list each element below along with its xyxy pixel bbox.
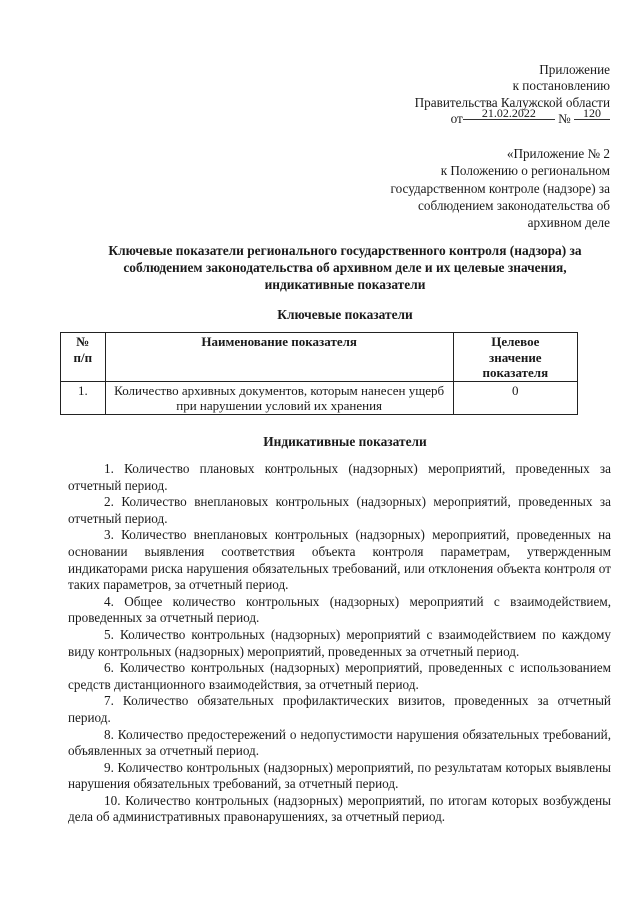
header-num-line: №	[76, 334, 90, 349]
appendix-number: 120	[574, 107, 610, 120]
appendix2-line: к Положению о региональном	[440, 163, 610, 179]
date-prefix: от	[450, 111, 463, 127]
header-target-line: Целевое	[491, 334, 540, 349]
indicative-indicators-heading: Индикативные показатели	[263, 434, 427, 449]
key-indicators-table	[60, 332, 578, 415]
list-item: 2. Количество внеплановых контрольных (надзорных) мероприятий, проведенных за отчетный период.	[68, 494, 611, 526]
appendix2-line: архивном деле	[527, 215, 610, 231]
title-line: Ключевые показатели регионального государственного контроля (надзора) за	[108, 243, 582, 258]
table-header-row	[61, 333, 578, 382]
header-target-line: значение	[489, 349, 542, 365]
header-num-line: п/п	[73, 349, 93, 365]
list-item: 5. Количество контрольных (надзорных) мероприятий с взаимодействием по каждому виду контрольных (надзорных) мероприятий, проведенных за отчетный период.	[68, 626, 611, 659]
appendix-header	[415, 62, 610, 128]
number-sign: №	[558, 111, 571, 127]
list-item: 3. Количество внеплановых контрольных (надзорных) мероприятий, проведенных на основании выявления соответствия объекта контроля параметрам, утвержденным индикаторами риска нарушения обязательных требований, или отклонения объекта контроля от таких параметров, за отчетный период.	[68, 527, 611, 593]
header-target	[453, 333, 577, 382]
cell-name: Количество архивных документов, которым нанесен ущерб при нарушении условий их хранения	[105, 381, 453, 414]
list-item: 10. Количество контрольных (надзорных) мероприятий, по итогам которых возбуждены дела об административных правонарушениях, за отчетный период.	[68, 792, 611, 825]
list-item: 1. Количество плановых контрольных (надзорных) мероприятий, проведенных за отчетный период.	[68, 461, 611, 493]
appendix-line: Приложение	[539, 62, 610, 77]
document-title	[60, 242, 630, 293]
appendix-date-line	[415, 106, 610, 127]
cell-target: 0	[453, 381, 577, 414]
list-item: 9. Количество контрольных (надзорных) мероприятий, по результатам которых выявлены нарушения обязательных требований, за отчетный период.	[68, 759, 611, 792]
header-name: Наименование показателя	[105, 333, 453, 382]
appendix-date: 21.02.2022	[463, 107, 555, 120]
appendix2-line: государственном контроле (надзоре) за	[390, 180, 610, 196]
list-item: 8. Количество предостережений о недопустимости нарушения обязательных требований, объявленных за отчетный период.	[68, 726, 611, 759]
table-row	[61, 381, 578, 414]
key-indicators-heading: Ключевые показатели	[277, 307, 413, 322]
indicative-indicators-list	[68, 461, 611, 826]
header-target-line: показателя	[482, 365, 549, 381]
appendix-line: Правительства Калужской области	[414, 94, 610, 110]
title-line: индикативные показатели	[264, 277, 426, 292]
list-item: 7. Количество обязательных профилактических визитов, проведенных за отчетный период.	[68, 693, 611, 725]
list-item: 6. Количество контрольных (надзорных) мероприятий, проведенных с использованием средств дистанционного взаимодействия, за отчетный период.	[68, 660, 611, 692]
list-item: 4. Общее количество контрольных (надзорных) мероприятий с взаимодействием, проведенных за отчетный период.	[68, 593, 611, 626]
title-line: соблюдением законодательства об архивном деле и их целевые значения,	[123, 260, 567, 275]
cell-num: 1.	[61, 381, 106, 414]
appendix2-line: соблюдением законодательства об	[418, 197, 610, 213]
appendix2-header	[391, 145, 610, 231]
appendix2-line: «Приложение № 2	[506, 146, 610, 161]
appendix-line: к постановлению	[512, 78, 610, 94]
header-num	[61, 333, 106, 382]
